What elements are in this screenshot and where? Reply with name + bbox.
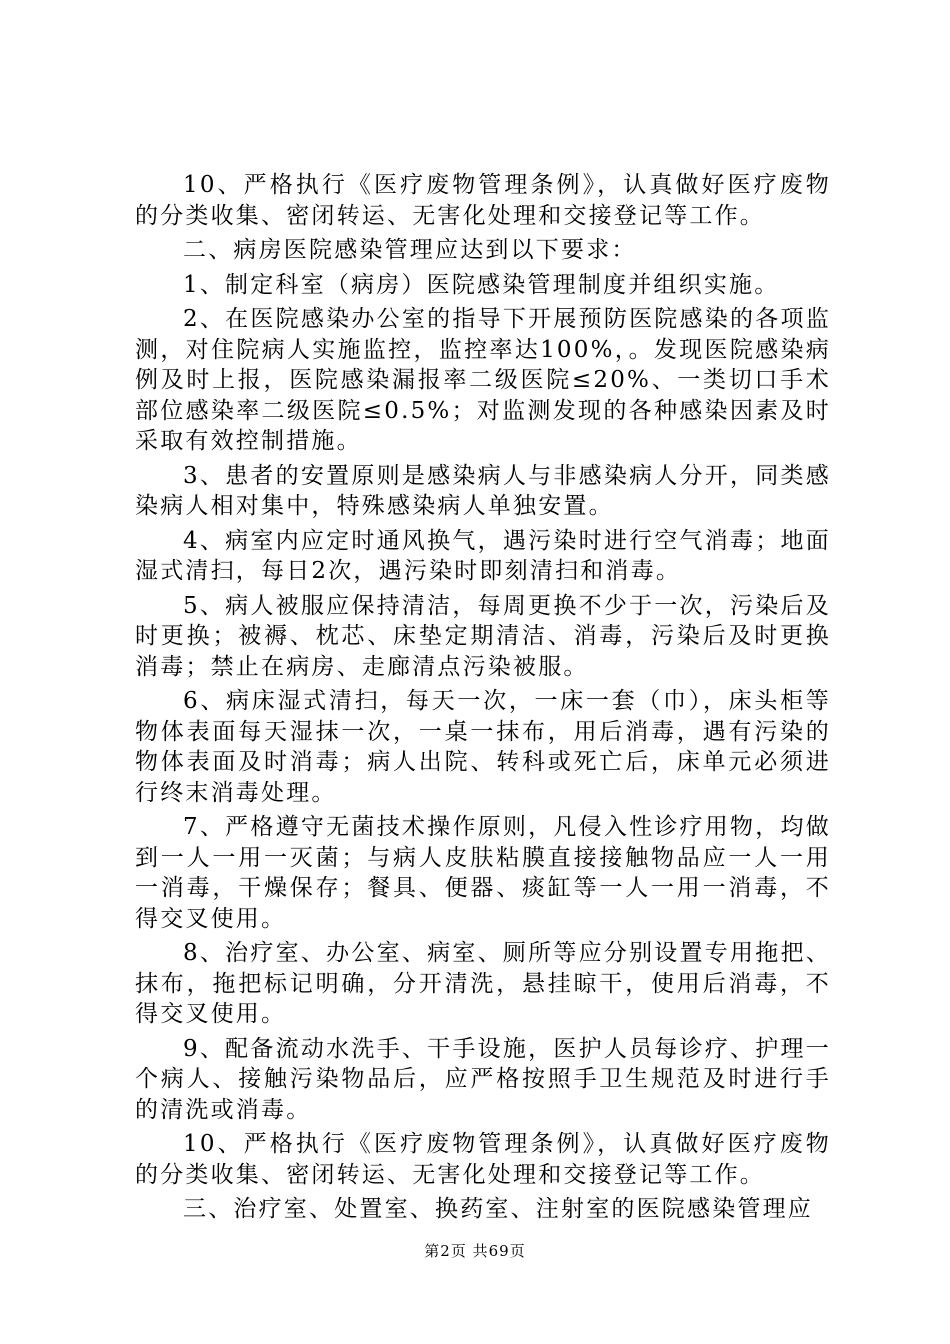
paragraph-ward-rule-10: 10、严格执行《医疗废物管理条例》，认真做好医疗废物的分类收集、密闭转运、无害化处理和交接登记等工作。 xyxy=(135,1131,831,1188)
page-number-footer: 第2页 共69页 xyxy=(424,1242,526,1260)
paragraph-ward-rule-2: 2、在医院感染办公室的指导下开展预防医院感染的各项监测，对住院病人实施监控，监控率达100%，。发现医院感染病例及时上报，医院感染漏报率二级医院≤20%、一类切口手术部位感染率二级医院≤0.5%；对监测发现的各种感染因素及时采取有效控制措施。 xyxy=(135,306,831,454)
paragraph-ward-rule-5: 5、病人被服应保持清洁，每周更换不少于一次，污染后及时更换；被褥、枕芯、床垫定期清洁、消毒，污染后及时更换消毒；禁止在病房、走廊清点污染被服。 xyxy=(135,592,831,680)
paragraph-ward-rule-8: 8、治疗室、办公室、病室、厕所等应分别设置专用拖把、抹布，拖把标记明确，分开清洗，悬挂晾干，使用后消毒，不得交叉使用。 xyxy=(135,940,831,1027)
section-heading-treatment-room: 三、治疗室、处置室、换药室、注射室的医院感染管理应 xyxy=(183,1196,813,1222)
paragraph-ward-rule-3: 3、患者的安置原则是感染病人与非感染病人分开，同类感染病人相对集中，特殊感染病人单独安置。 xyxy=(135,462,831,519)
paragraph-ward-rule-1: 1、制定科室（病房）医院感染管理制度并组织实施。 xyxy=(183,271,780,298)
paragraph-waste-rule-10: 10、严格执行《医疗废物管理条例》，认真做好医疗废物的分类收集、密闭转运、无害化处理和交接登记等工作。 xyxy=(135,172,831,229)
paragraph-ward-rule-7: 7、严格遵守无菌技术操作原则，凡侵入性诊疗用物，均做到一人一用一灭菌；与病人皮肤粘膜直接接触物品应一人一用一消毒，干燥保存；餐具、便器、痰缸等一人一用一消毒，不得交叉使用。 xyxy=(135,814,831,932)
section-heading-ward: 二、病房医院感染管理应达到以下要求： xyxy=(183,237,637,263)
paragraph-ward-rule-6: 6、病床湿式清扫，每天一次，一床一套（巾），床头柜等物体表面每天湿抹一次，一桌一抹布，用后消毒，遇有污染的物体表面及时消毒；病人出院、转科或死亡后，床单元必须进行终末消毒处理。 xyxy=(135,688,831,806)
paragraph-ward-rule-4: 4、病室内应定时通风换气，遇污染时进行空气消毒；地面湿式清扫，每日2次，遇污染时即刻清扫和消毒。 xyxy=(135,527,831,584)
paragraph-ward-rule-9: 9、配备流动水洗手、干手设施，医护人员每诊疗、护理一个病人、接触污染物品后，应严格按照手卫生规范及时进行手的清洗或消毒。 xyxy=(135,1035,831,1123)
document-body xyxy=(135,170,831,1229)
